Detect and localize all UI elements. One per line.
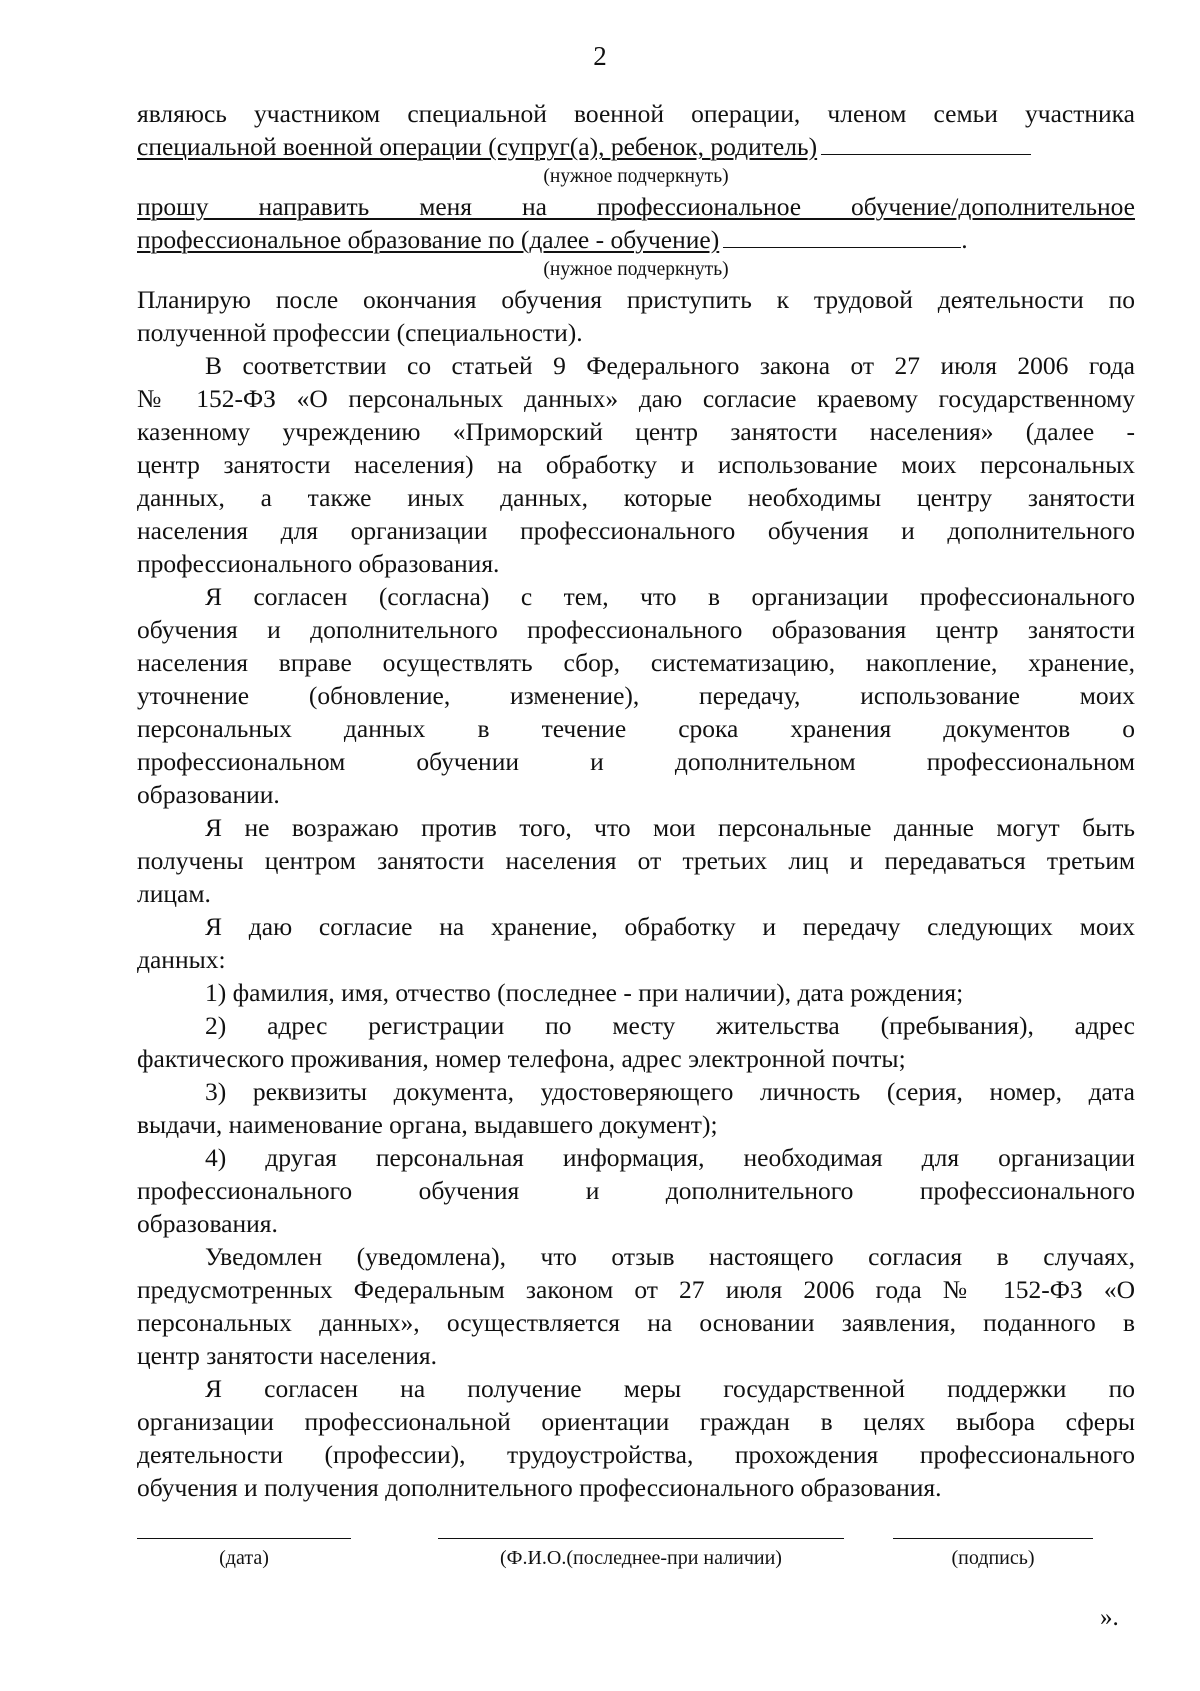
name-field[interactable] [438, 1538, 844, 1571]
paragraph-line: персональных данных в течение срока хранения документов о [137, 714, 1135, 743]
paragraph-line: фактического проживания, номер телефона, адрес электронной почты; [137, 1044, 906, 1073]
intro-line-2 [137, 130, 1135, 163]
date-field[interactable] [137, 1538, 351, 1571]
paragraph-p1 [137, 283, 1135, 349]
intro-line-1: являюсь участником специальной военной операции, членом семьи участника [137, 99, 1135, 128]
paragraph-line: организации профессиональной ориентации граждан в целях выбора сферы [137, 1407, 1135, 1436]
paragraph-line: получены центром занятости населения от третьих лиц и передаваться третьим [137, 846, 1135, 875]
signature-field[interactable] [893, 1538, 1093, 1571]
paragraph-line: Я не возражаю против того, что мои персональные данные могут быть [205, 813, 1135, 842]
paragraph-line: № 152-ФЗ «О персональных данных» даю согласие краевому государственному [137, 384, 1135, 413]
paragraph-line: населения вправе осуществлять сбор, систематизацию, накопление, хранение, [137, 648, 1135, 677]
paragraph-line: Я согласен (согласна) с тем, что в организации профессионального [205, 582, 1135, 611]
paragraph-p3 [137, 580, 1135, 811]
paragraph-line: лицам. [137, 879, 211, 908]
paragraph-line: обучения и дополнительного профессионального образования центр занятости [137, 615, 1135, 644]
paragraph-line: центр занятости населения. [137, 1341, 437, 1370]
signature-label: (подпись) [951, 1547, 1035, 1569]
underline-note: (нужное подчеркнуть) [543, 259, 729, 280]
paragraph-i1 [137, 976, 1135, 1009]
paragraph-p6 [137, 1240, 1135, 1372]
paragraph-line: населения для организации профессионального обучения и дополнительного [137, 516, 1135, 545]
paragraph-line: полученной профессии (специальности). [137, 318, 583, 347]
paragraph-line: обучения и получения дополнительного профессионального образования. [137, 1473, 942, 1502]
paragraph-line: Я согласен на получение меры государственной поддержки по [205, 1374, 1135, 1403]
paragraph-line: 1) фамилия, имя, отчество (последнее - при наличии), дата рождения; [205, 978, 964, 1007]
fill-line [821, 132, 1031, 155]
paragraph-line: казенному учреждению «Приморский центр занятости населения» (далее - [137, 417, 1135, 446]
paragraph-p4 [137, 811, 1135, 910]
paragraph-line: образовании. [137, 780, 280, 809]
name-label: (Ф.И.О.(последнее-при наличии) [500, 1547, 782, 1569]
paragraph-i4 [137, 1141, 1135, 1240]
paragraph-line: предусмотренных Федеральным законом от 27 июля 2006 года № 152-ФЗ «О [137, 1275, 1135, 1304]
paragraph-line: деятельности (профессии), трудоустройства, прохождения профессионального [137, 1440, 1135, 1469]
paragraph-line: Уведомлен (уведомлена), что отзыв настоящего согласия в случаях, [205, 1242, 1135, 1271]
paragraph-line: данных, а также иных данных, которые необходимы центру занятости [137, 483, 1135, 512]
paragraph-line: профессиональном обучении и дополнительном профессиональном [137, 747, 1135, 776]
page-number: 2 [593, 41, 607, 71]
date-label: (дата) [219, 1547, 269, 1569]
closing-quote: ». [1100, 1604, 1119, 1631]
paragraph-line: профессионального образования. [137, 549, 500, 578]
paragraph-line: В соответствии со статьей 9 Федерального закона от 27 июля 2006 года [205, 351, 1135, 380]
paragraph-i2 [137, 1009, 1135, 1075]
paragraph-line: профессионального обучения и дополнительного профессионального [137, 1176, 1135, 1205]
intro-line-4: профессиональное образование по (далее - обучение) . [137, 225, 968, 254]
paragraph-line: выдачи, наименование органа, выдавшего документ); [137, 1110, 718, 1139]
intro-underlined-text: специальной военной операции (супруг(а), ребенок, родитель) [137, 132, 818, 161]
paragraph-line: 4) другая персональная информация, необходимая для организации [205, 1143, 1135, 1172]
paragraph-line: Планирую после окончания обучения приступить к трудовой деятельности по [137, 285, 1135, 314]
paragraph-line: данных: [137, 945, 226, 974]
paragraph-line: 2) адрес регистрации по месту жительства (пребывания), адрес [205, 1011, 1135, 1040]
paragraph-line: Я даю согласие на хранение, обработку и передачу следующих моих [205, 912, 1135, 941]
paragraph-line: уточнение (обновление, изменение), передачу, использование моих [137, 681, 1135, 710]
paragraph-p2 [137, 349, 1135, 580]
paragraph-line: персональных данных», осуществляется на основании заявления, поданного в [137, 1308, 1135, 1337]
paragraph-p5 [137, 910, 1135, 976]
intro-underlined-text: профессиональное образование по (далее - обучение) [137, 225, 720, 254]
paragraph-line: 3) реквизиты документа, удостоверяющего личность (серия, номер, дата [205, 1077, 1135, 1106]
underline-note: (нужное подчеркнуть) [543, 166, 729, 187]
paragraph-p7 [137, 1372, 1135, 1504]
document-body [137, 97, 1135, 1504]
fill-line [723, 225, 961, 248]
intro-line-3: прошу направить меня на профессиональное обучение/дополнительное [137, 192, 1135, 221]
paragraphs [137, 283, 1135, 1504]
paragraph-line: центр занятости населения) на обработку и использование моих персональных [137, 450, 1135, 479]
paragraph-line: образования. [137, 1209, 278, 1238]
signature-row [0, 1538, 1200, 1598]
paragraph-i3 [137, 1075, 1135, 1141]
